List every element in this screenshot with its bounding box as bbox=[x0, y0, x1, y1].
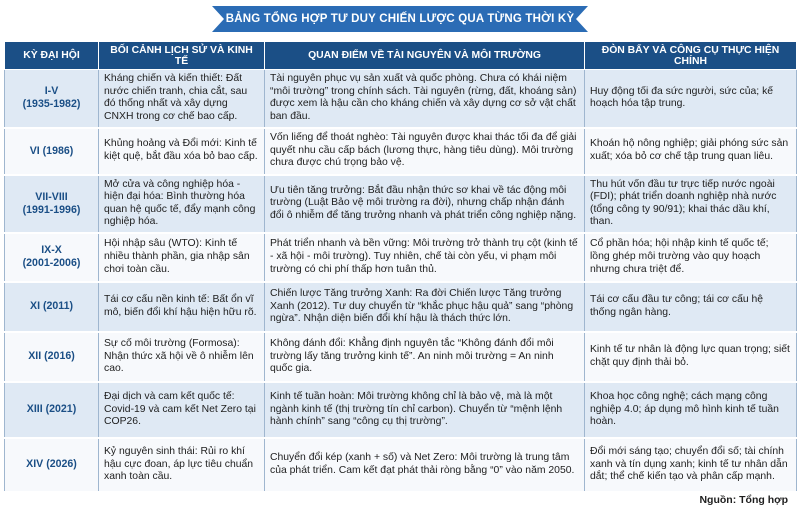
table-row bbox=[5, 282, 797, 332]
period-label: I-V bbox=[44, 85, 59, 98]
period-cell bbox=[5, 332, 99, 382]
strategy-table bbox=[4, 41, 797, 493]
header-view: QUAN ĐIỂM VỀ TÀI NGUYÊN VÀ MÔI TRƯỜNG bbox=[265, 42, 585, 70]
tools-cell: Khoa học công nghệ; cách mạng công nghiệp 4.0; áp dụng mô hình kinh tế tuần hoàn. bbox=[585, 382, 797, 438]
tools-cell: Kinh tế tư nhân là động lực quan trọng; siết chặt quy định thải bỏ. bbox=[585, 332, 797, 382]
context-cell: Sự cố môi trường (Formosa): Nhận thức xã hội về ô nhiễm lên cao. bbox=[99, 332, 265, 382]
view-cell: Phát triển nhanh và bền vững: Môi trường trở thành trụ cột (kinh tế - xã hội - môi trường). Tuy nhiên, chế tài còn yếu, vi phạm môi trường có chi phí thấp hơn tuân thủ. bbox=[265, 233, 585, 282]
period-cell bbox=[5, 282, 99, 332]
view-cell: Tài nguyên phục vụ sản xuất và quốc phòng. Chưa có khái niệm “môi trường” trong chính sách. Tài nguyên (rừng, đất, khoáng sản) được xem là hậu cần cho kháng chiến và xây dựng cơ sở vật chất ban đầu. bbox=[265, 70, 585, 128]
period-years: (1935-1982) bbox=[22, 98, 81, 111]
header-tools: ĐÒN BẨY VÀ CÔNG CỤ THỰC HIỆN CHÍNH bbox=[585, 42, 797, 70]
view-cell: Vốn liếng để thoát nghèo: Tài nguyên được khai thác tối đa để giải quyết nhu cầu cấp bách (lương thực, hàng tiêu dùng). Môi trường chưa được chú trọng bảo vệ. bbox=[265, 128, 585, 175]
period-label: XI (2011) bbox=[30, 300, 73, 313]
context-cell: Kháng chiến và kiến thiết: Đất nước chiến tranh, chia cắt, sau đó thống nhất và xây dựng CNXH trong cơ chế bao cấp. bbox=[99, 70, 265, 128]
header-period: KỲ ĐẠI HỘI bbox=[5, 42, 99, 70]
table-row bbox=[5, 233, 797, 282]
context-cell: Hội nhập sâu (WTO): Kinh tế nhiều thành phần, gia nhập sân chơi toàn cầu. bbox=[99, 233, 265, 282]
view-cell: Chuyển đổi kép (xanh + số) và Net Zero: Môi trường là trung tâm của phát triển. Cam kết đạt phát thải ròng bằng “0” vào năm 2050. bbox=[265, 438, 585, 492]
context-cell: Mở cửa và công nghiệp hóa - hiện đại hóa: Bình thường hóa quan hệ quốc tế, đẩy mạnh công nghiệp hóa. bbox=[99, 175, 265, 233]
context-cell: Kỷ nguyên sinh thái: Rủi ro khí hậu cực đoan, áp lực tiêu chuẩn xanh toàn cầu. bbox=[99, 438, 265, 492]
table-row bbox=[5, 382, 797, 438]
context-cell: Khủng hoảng và Đổi mới: Kinh tế kiệt quệ, bắt đầu xóa bỏ bao cấp. bbox=[99, 128, 265, 175]
period-cell bbox=[5, 128, 99, 175]
tools-cell: Tái cơ cấu đầu tư công; tái cơ cấu hệ thống ngân hàng. bbox=[585, 282, 797, 332]
period-label: VII-VIII bbox=[35, 190, 68, 203]
period-years: (1991-1996) bbox=[22, 203, 81, 216]
view-cell: Không đánh đổi: Khẳng định nguyên tắc “Không đánh đổi môi trường lấy tăng trưởng kinh tế”. An ninh môi trường = An ninh quốc gia. bbox=[265, 332, 585, 382]
view-cell: Kinh tế tuần hoàn: Môi trường không chỉ là bảo vệ, mà là một ngành kinh tế (thị trường tín chỉ carbon). Chuyển từ “mệnh lệnh hành chính” sang “công cụ thị trường”. bbox=[265, 382, 585, 438]
period-label: XII (2016) bbox=[28, 350, 75, 363]
tools-cell: Đổi mới sáng tạo; chuyển đổi số; tài chính xanh và tín dụng xanh; kinh tế tư nhân dẫn dắt; thể chế kiến tạo và phân cấp mạnh. bbox=[585, 438, 797, 492]
period-cell bbox=[5, 382, 99, 438]
tools-cell: Cổ phần hóa; hội nhập kinh tế quốc tế; lồng ghép môi trường vào quy hoạch nhưng chưa triệt để. bbox=[585, 233, 797, 282]
table-row bbox=[5, 128, 797, 175]
period-cell bbox=[5, 438, 99, 492]
table-row bbox=[5, 332, 797, 382]
table-row bbox=[5, 438, 797, 492]
tools-cell: Thu hút vốn đầu tư trực tiếp nước ngoài (FDI); phát triển doanh nghiệp nhà nước (tổng công ty 90/91); khai thác dầu khí, than. bbox=[585, 175, 797, 233]
period-label: IX-X bbox=[41, 244, 62, 257]
period-cell bbox=[5, 70, 99, 128]
table-header-row bbox=[5, 42, 797, 70]
period-cell bbox=[5, 175, 99, 233]
period-label: VI (1986) bbox=[29, 144, 74, 157]
period-cell bbox=[5, 233, 99, 282]
view-cell: Chiến lược Tăng trưởng Xanh: Ra đời Chiến lược Tăng trưởng Xanh (2012). Tư duy chuyển từ “khắc phục hậu quả” sang “phòng ngừa”. Nhận diện biến đổi khí hậu là thách thức lớn. bbox=[265, 282, 585, 332]
period-label: XIII (2021) bbox=[26, 403, 77, 416]
title-banner bbox=[212, 6, 588, 32]
table-row bbox=[5, 70, 797, 128]
table-row bbox=[5, 175, 797, 233]
source-note: Nguồn: Tổng hợp bbox=[699, 494, 788, 506]
header-context: BỐI CẢNH LỊCH SỬ VÀ KINH TẾ bbox=[99, 42, 265, 70]
tools-cell: Huy động tối đa sức người, sức của; kế hoạch hóa tập trung. bbox=[585, 70, 797, 128]
context-cell: Đại dịch và cam kết quốc tế: Covid-19 và cam kết Net Zero tại COP26. bbox=[99, 382, 265, 438]
context-cell: Tái cơ cấu nền kinh tế: Bất ổn vĩ mô, biến đổi khí hậu hiện hữu rõ. bbox=[99, 282, 265, 332]
view-cell: Ưu tiên tăng trưởng: Bắt đầu nhận thức sơ khai về tác động môi trường (Luật Bảo vệ môi trường ra đời), nhưng chấp nhận đánh đổi ô nhiễm để tăng trưởng nhanh và phát triển công nghiệp nặng. bbox=[265, 175, 585, 233]
period-label: XIV (2026) bbox=[26, 458, 77, 471]
period-years: (2001-2006) bbox=[22, 257, 81, 270]
page-title: BẢNG TỔNG HỢP TƯ DUY CHIẾN LƯỢC QUA TỪNG THỜI KỲ bbox=[225, 13, 575, 25]
tools-cell: Khoán hộ nông nghiệp; giải phóng sức sản xuất; xóa bỏ cơ chế tập trung quan liêu. bbox=[585, 128, 797, 175]
